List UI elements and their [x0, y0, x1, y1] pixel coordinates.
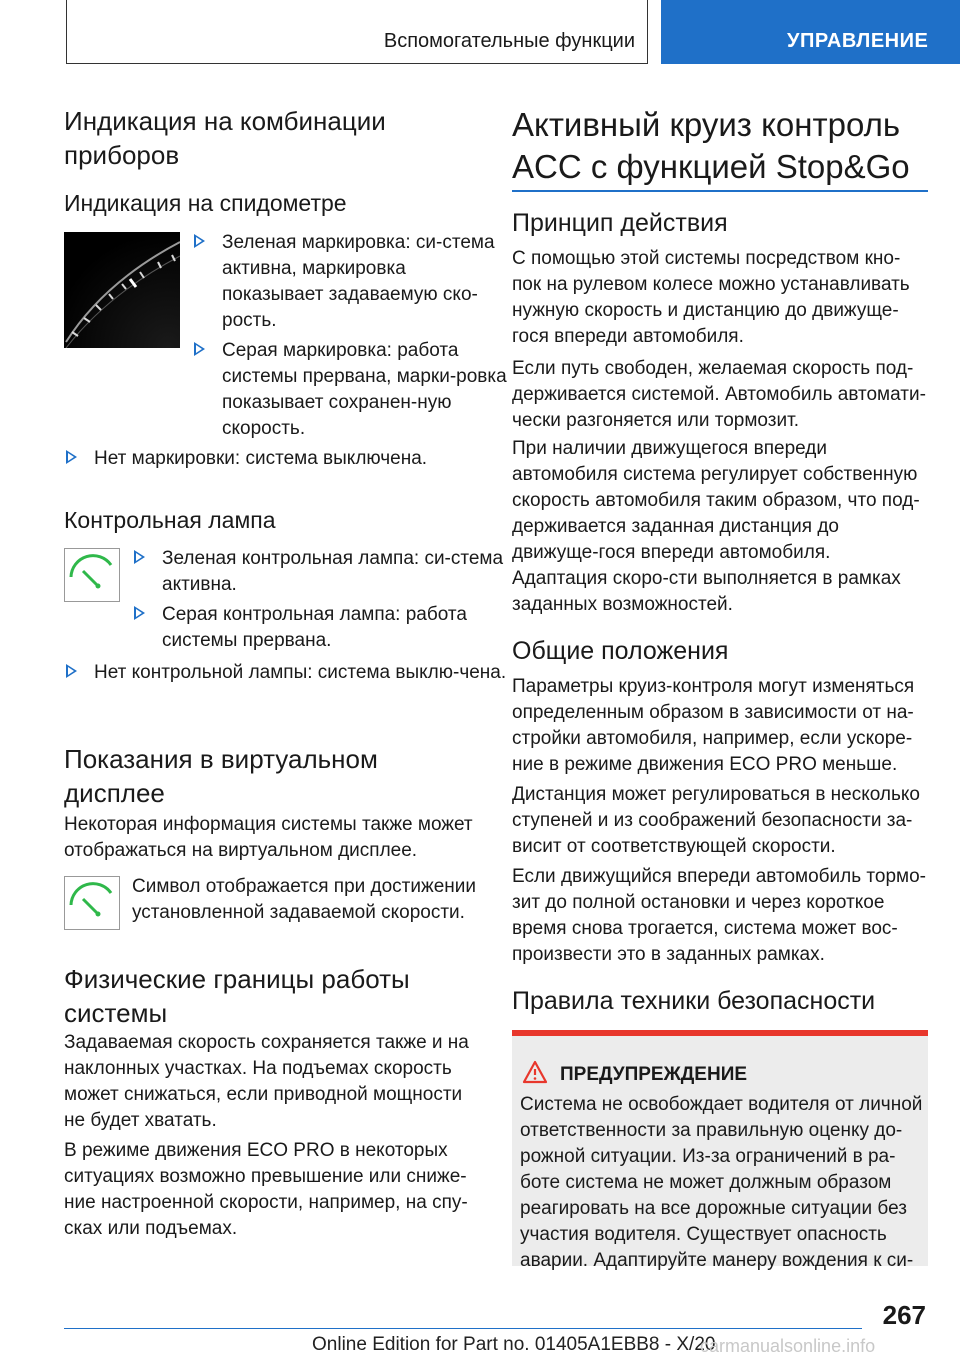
heading-indication-combo: Индикация на комбинации приборов: [64, 106, 386, 170]
limits-paragraph: В режиме движения ECO PRO в некоторых ситуациях возможно превышение или сниже-ние настроенной скорости, например, на спу-сках или подъемах.: [64, 1140, 468, 1239]
principle-paragraph: С помощью этой системы посредством кно-пок на рулевом колесе можно устанавливать нужную скорость и дистанцию до движуще-гося впереди автомобиля.: [512, 248, 910, 347]
bullet-triangle-icon: [194, 342, 205, 356]
virtual-text: Некоторая информация системы также может отображаться на виртуальном дисплее.: [64, 814, 473, 861]
cruise-symbol-icon: [64, 876, 120, 930]
warning-title: ПРЕДУПРЕЖДЕНИЕ: [560, 1064, 748, 1085]
list-item: [192, 338, 508, 442]
heading-safety: Правила техники безопасности: [512, 987, 876, 1015]
list-item: [64, 446, 508, 472]
list-item-text: Нет маркировки: система выключена.: [94, 448, 428, 469]
heading-acc: Активный круиз контроль ACC с функцией Stop&Go: [512, 104, 928, 192]
bullet-triangle-icon: [66, 664, 77, 678]
list-item: [64, 660, 508, 686]
list-item: [132, 602, 508, 654]
heading-general: Общие положения: [512, 637, 729, 665]
watermark: carmanualsonline.info: [700, 1336, 876, 1356]
principle-paragraph: Если путь свободен, желаемая скорость под-держивается системой. Автомобиль автомати-чески разгоняется или тормозит.: [512, 358, 926, 431]
list-item-text: Серая контрольная лампа: работа системы прервана.: [162, 604, 467, 651]
principle-paragraph: При наличии движущегося впереди автомобиля система регулирует собственную скорость автомобиля таким образом, что под-держивается заданная дистанция до движуще-гося впереди автомобиля. Адаптация скоро-сти выполняется в рамках заданных возможностей.: [512, 438, 920, 615]
cruise-lamp-icon: [64, 548, 120, 602]
speedometer-photo: [64, 232, 180, 348]
header-section-title: Вспомогательные функции: [383, 30, 635, 52]
bullet-triangle-icon: [66, 450, 77, 464]
bullet-triangle-icon: [134, 606, 145, 620]
heading-speedometer: Индикация на спидометре: [64, 190, 347, 216]
header-chapter-title: УПРАВЛЕНИЕ: [787, 30, 929, 52]
list-item-text: Зеленая маркировка: си-стема активна, маркировка показывает задаваемую ско-рость.: [222, 232, 495, 331]
warning-text: Система не освобождает водителя от личной ответственности за правильную оценку до-рожной ситуации. Из-за ограничений в ра-боте система не может должным образом реагировать на все дорожные ситуации без участия водителя. Существует опасность аварии. Адаптируйте манеру вождения к си-: [520, 1094, 923, 1271]
general-paragraph: Если движущийся впереди автомобиль тормо-зит до полной остановки и через короткое время снова трогается, система может вос-произвести это в заданных рамках.: [512, 866, 926, 965]
footer-divider: [64, 1328, 862, 1329]
virtual-symbol-text: Символ отображается при достижении установленной задаваемой скорости.: [132, 876, 476, 923]
list-item-text: Серая маркировка: работа системы прервана, марки-ровка показывает сохранен-ную скорость.: [222, 340, 507, 439]
warning-box: [512, 1030, 928, 1271]
heading-principle: Принцип действия: [512, 209, 728, 237]
list-item-text: Зеленая контрольная лампа: си-стема активна.: [162, 548, 504, 595]
page-number: 267: [882, 1300, 926, 1330]
list-item: [132, 546, 508, 598]
footer-edition: Online Edition for Part no. 01405A1EBB8 - X/20: [312, 1334, 716, 1355]
list-item-text: Нет контрольной лампы: система выклю-чена.: [94, 662, 507, 683]
heading-lamp: Контрольная лампа: [64, 507, 276, 533]
header-chapter-box: [661, 0, 960, 64]
bullet-triangle-icon: [194, 234, 205, 248]
limits-paragraph: Задаваемая скорость сохраняется также и на наклонных участках. На подъемах скорость может снижаться, если приводной мощности не будет хватать.: [64, 1032, 469, 1131]
list-item: [192, 230, 508, 334]
bullet-triangle-icon: [134, 550, 145, 564]
heading-limits: Физические границы работы системы: [64, 964, 410, 1028]
general-paragraph: Дистанция может регулироваться в несколько ступеней и из соображений безопасности за-висит от соответствующей скорости.: [512, 784, 920, 857]
general-paragraph: Параметры круиз-контроля могут изменяться определенным образом в зависимости от на-стройки автомобиля, например, если ускоре-ние в режиме движения ECO PRO меньше.: [512, 676, 915, 775]
warning-triangle-icon: [522, 1060, 548, 1084]
header-section-box: [66, 0, 648, 64]
heading-virtual-display: Показания в виртуальном дисплее: [64, 744, 378, 808]
